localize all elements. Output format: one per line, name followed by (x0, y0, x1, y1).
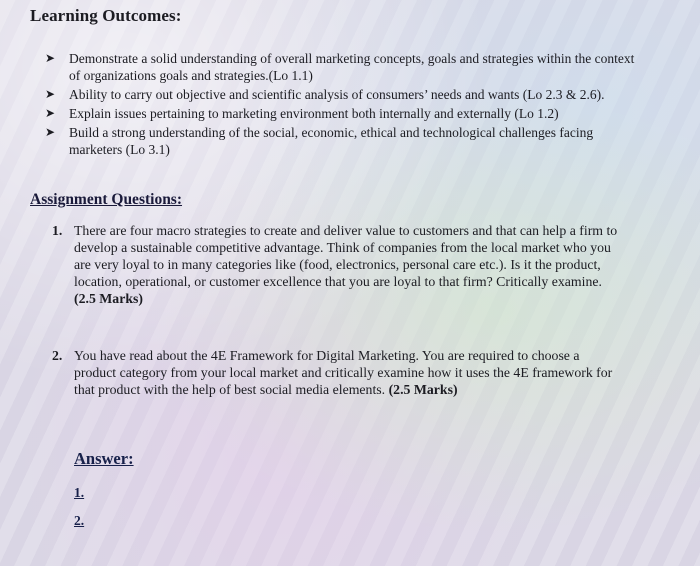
answer-item: 2. (74, 513, 85, 528)
question-marks: (2.5 Marks) (74, 291, 143, 306)
learning-outcome-item (45, 86, 645, 103)
learning-outcome-text: Ability to carry out objective and scientific analysis of consumers’ needs and wants (Lo 2.3 & 2.6). (69, 87, 605, 102)
arrow-bullet-icon: ➤ (45, 106, 56, 120)
learning-outcome-text: Build a strong understanding of the social, economic, ethical and technological challenges facing marketers (Lo 3.1) (69, 125, 594, 157)
answer-list (74, 484, 84, 540)
learning-outcome-item (45, 105, 645, 122)
question-number: 2. (52, 348, 63, 363)
arrow-bullet-icon: ➤ (45, 125, 56, 139)
question-item (52, 347, 622, 398)
learning-outcome-text: Explain issues pertaining to marketing environment both internally and externally (Lo 1.2) (69, 106, 559, 121)
arrow-bullet-icon: ➤ (45, 51, 56, 65)
learning-outcome-text: Demonstrate a solid understanding of overall marketing concepts, goals and strategies within the context of organizations goals and strategies.(Lo 1.1) (69, 51, 635, 83)
question-item (52, 222, 622, 307)
answer-item: 1. (74, 485, 85, 500)
question-number: 1. (52, 223, 63, 238)
learning-outcome-item (45, 50, 645, 84)
question-text: There are four macro strategies to create and deliver value to customers and that can help a firm to develop a sustainable competitive advantage. Think of companies from the local market who you are very loyal to in many categories like (food, electronics, personal care etc.). Is it the product, location, operational, or customer excellence that you are loyal to that firm? Critically examine. (74, 223, 618, 289)
answer-heading: Answer: (74, 449, 134, 468)
learning-outcomes-list (45, 50, 645, 160)
assignment-questions-list (52, 222, 622, 398)
question-text: You have read about the 4E Framework for Digital Marketing. You are required to choose a product category from your local market and critically examine how it uses the 4E framework for that product with the help of best social media elements. (74, 348, 613, 397)
question-marks: (2.5 Marks) (388, 382, 458, 397)
assignment-questions-heading: Assignment Questions: (30, 191, 183, 208)
learning-outcomes-title: Learning Outcomes: (30, 6, 182, 25)
arrow-bullet-icon: ➤ (45, 87, 56, 101)
learning-outcome-item (45, 124, 645, 158)
